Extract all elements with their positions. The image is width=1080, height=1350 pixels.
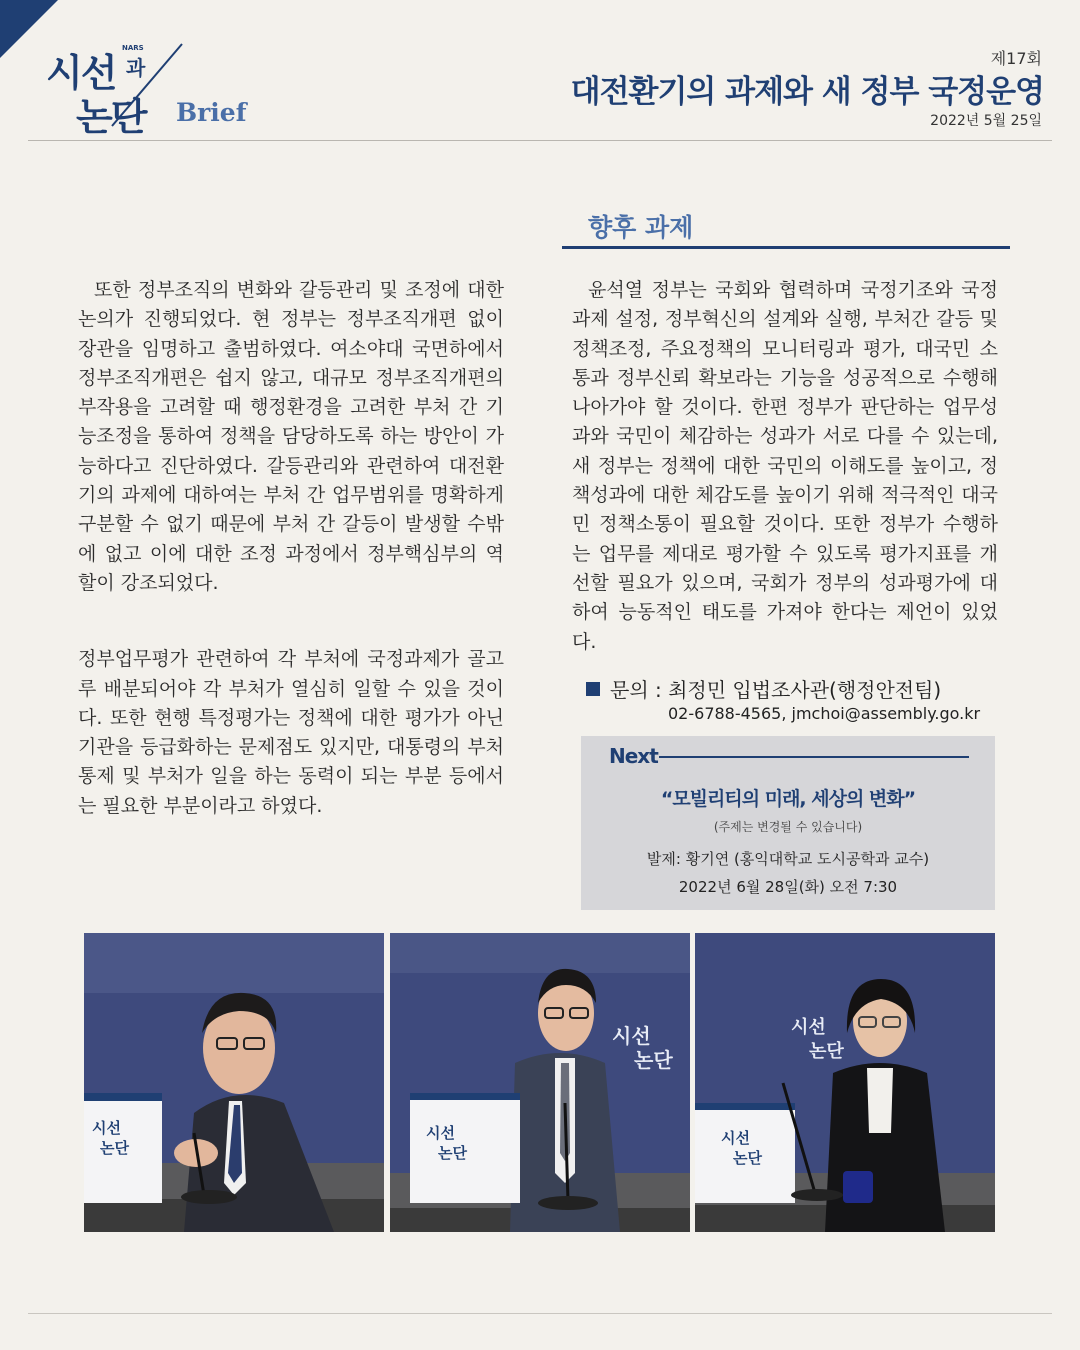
logo-line1: 시선: [46, 51, 116, 95]
header-divider: [28, 140, 1052, 141]
contact-details: 02-6788-4565, jmchoi@assembly.go.kr: [668, 704, 981, 723]
logo-brief: Brief: [176, 98, 247, 127]
next-note: (주제는 변경될 수 있습니다): [713, 820, 863, 834]
next-label: Next: [609, 744, 658, 768]
sign-text-1a: 시선: [92, 1119, 121, 1137]
backdrop-text-2a: 시선: [612, 1024, 651, 1048]
sign-text-2a: 시선: [426, 1124, 455, 1142]
sign-text-3b: 논단: [733, 1149, 762, 1167]
left-column: [78, 276, 504, 821]
section-heading: [562, 206, 1010, 249]
right-paragraph: 윤석열 정부는 국회와 협력하며 국정기조와 국정과제 설정, 정부혁신의 설계와 실행, 부처간 갈등 및 정책조정, 주요정책의 모니터링과 평가, 대국민 소통과 정부신뢰 확보라는 기능을 성공적으로 수행해 나아가야 할 것이다. 한편 정부가 판단하는 업무성과와 국민이 체감하는 성과가 서로 다를 수 있는데, 새 정부는 정책에 대한 국민의 이해도를 높이고, 정책성과에 대한 체감도를 높이기 위해 적극적인 대국민 정책소통이 필요할 것이다. 또한 정부가 수행하는 업무를 제대로 평가할 수 있도록 평가지표를 개선할 필요가 있으며, 국회가 정부의 성과평가에 대하여 능동적인 태도를 가져야 한다는 제언이 있었다.: [572, 279, 998, 653]
left-paragraph-2: 정부업무평가 관련하여 각 부처에 국정과제가 골고루 배분되어야 각 부처가 열심히 일할 수 있을 것이다. 또한 현행 특정평가는 정책에 대한 평가가 아닌 기관을 등급화하는 문제점도 있지만, 대통령의 부처 통제 및 부처가 일을 하는 동력이 되는 부분 등에서는 필요한 부분이라고 하였다.: [78, 648, 504, 817]
sign-text-1b: 논단: [100, 1139, 129, 1157]
backdrop-text-2b: 논단: [634, 1048, 673, 1072]
left-paragraph-1: 또한 정부조직의 변화와 갈등관리 및 조정에 대한 논의가 진행되었다. 현 정부는 정부조직개편 없이 장관을 임명하고 출범하였다. 여소야대 국면하에서 정부조직개편은 쉽지 않고, 대규모 정부조직개편의 부작용을 고려할 때 행정환경을 고려한 부처 간 기능조정을 통하여 정책을 담당하도록 하는 방안이 가능하다고 진단하였다. 갈등관리와 관련하여 대전환기의 과제에 대하여는 부처 간 업무범위를 명확하게 구분할 수 없기 때문에 부처 간 갈등이 발생할 수밖에 없고 이에 대한 조정 과정에서 정부핵심부의 역할이 강조되었다.: [78, 279, 504, 594]
sign-text-3a: 시선: [721, 1129, 750, 1147]
backdrop-text-3a: 시선: [791, 1017, 826, 1038]
photo-speaker-1: [84, 933, 384, 1232]
next-presenter: 발제: 황기연 (홍익대학교 도시공학과 교수): [646, 850, 930, 868]
photo-speaker-2: [390, 933, 690, 1232]
contact-person: 문의 : 최정민 입법조사관(행정안전팀): [610, 678, 942, 702]
photo-speaker-3: [695, 933, 995, 1232]
logo-nars: NARS: [122, 44, 144, 52]
brand-logo: [44, 40, 254, 139]
logo-gwa: 과: [126, 56, 146, 80]
section-title: 향후 과제: [588, 213, 694, 242]
publish-date: 2022년 5월 25일: [930, 113, 1042, 129]
bullet-square-icon: [586, 682, 600, 696]
footer-divider: [28, 1313, 1052, 1314]
next-title: “모빌리티의 미래, 세상의 변화”: [660, 788, 916, 810]
sign-text-2b: 논단: [438, 1144, 467, 1162]
backdrop-text-3b: 논단: [809, 1041, 844, 1062]
issue-number: 제17회: [990, 49, 1042, 68]
next-session-box: [581, 736, 995, 910]
page-title: 대전환기의 과제와 새 정부 국정운영: [570, 74, 1044, 110]
contact-info: [586, 674, 941, 703]
next-rule: [659, 756, 969, 758]
next-datetime: 2022년 6월 28일(화) 오전 7:30: [678, 878, 898, 896]
logo-line2: 논단: [76, 95, 146, 139]
right-column: [572, 276, 998, 657]
